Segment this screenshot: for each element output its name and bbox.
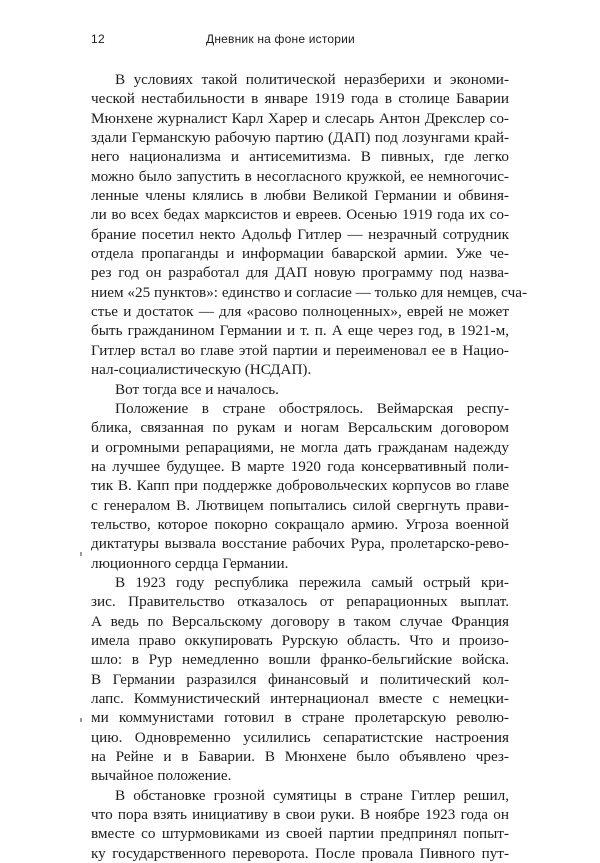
body-line: В 1923 году республика пережила самый острый кри- [115,573,509,591]
body-line: цию. Одновременно усилились сепаратистские настроения [91,728,509,746]
body-line: ли во всех бедах марксистов и евреев. Осенью 1919 года их со- [91,206,509,224]
body-line: диктатуры вызвала восстание рабочих Рура, пролетарско-рево- [91,535,509,553]
body-line: нием «25 пунктов»: единство и согласие — только для немцев, сча- [91,283,528,301]
body-line: отдела пропаганды и информации баварской армии. Уже че- [91,245,509,263]
body-line: с генералом В. Лютвицем попытались силой свергнуть прави- [91,496,509,514]
body-line: рез год он разработал для ДАП новую программу под назва- [91,264,509,282]
body-line: А ведь по Версальскому договору в таком случае Франция [91,612,509,630]
body-line: ми коммунистами готовил в стране пролетарскую револю- [91,709,509,727]
body-line: ческой нестабильности в январе 1919 года в столице Баварии [91,90,509,108]
body-line: стье и достаток — для «расово полноценных», еврей не может [91,303,509,321]
body-line: можно было запустить в несогласного кружкой, ее немногочис- [91,167,509,185]
margin-mark [80,718,82,722]
body-line: на Рейне и в Баварии. В Мюнхене было объявлено чрез- [91,748,509,766]
page-header [0,32,600,52]
body-line: люционного сердца Германии. [91,554,289,572]
body-line: Вот тогда все и началось. [115,380,279,398]
body-line: ленные члены клялись в любви Великой Германии и обвиня- [91,187,509,205]
body-line: здали Германскую рабочую партию (ДАП) под лозунгами край- [91,129,509,147]
body-line: вместе со штурмовиками из своей партии предпринял попыт- [91,825,509,843]
body-line: Гитлер встал во главе этой партии и переименовал ее в Нацио- [91,341,509,359]
body-line: на лучшее будущее. В марте 1920 года консервативный поли- [91,457,509,475]
body-line: зис. Правительство отказалось от репарационных выплат. [91,593,509,611]
body-line: нал-социалистическую (НСДАП). [91,361,312,379]
body-line: блика, связанная по рукам и ногам Версальским договором [91,419,509,437]
body-line: имела право оккупировать Рурскую область. Что и произо- [91,631,509,649]
body-line: В Германии разразился финансовый и политический кол- [91,670,509,688]
body-line: вычайное положение. [91,767,232,785]
body-line: тик В. Капп при поддержке добровольческих корпусов во главе [91,477,509,495]
body-line: В условиях такой политической неразберихи и экономи- [115,71,509,88]
page-number: 12 [91,32,105,46]
body-line: Положение в стране обострялось. Веймарская респу- [115,399,509,417]
body-line: него национализма и антисемитизма. В пивных, где легко [91,148,509,166]
body-line: Мюнхене журналист Карл Харер и слесарь Антон Дрекслер со- [91,109,509,127]
body-line: лапс. Коммунистический интернационал вместе с немецки- [91,690,509,707]
body-line: В обстановке грозной сумятицы в стране Гитлер решил, [115,786,509,804]
body-line: и огромными репарациями, не могла дать гражданам надежду [91,438,509,456]
body-line: ку государственного переворота. После провала Пивного пут- [91,844,509,862]
body-text [91,70,528,863]
body-line: что пора взять инициативу в свои руки. В ноябре 1923 года он [91,806,509,824]
body-line: тельство, которое покорно сокращало армию. Угроза военной [91,515,509,533]
body-line: быть гражданином Германии и т. п. А еще через год, в 1921-м, [91,322,509,340]
running-title: Дневник на фоне истории [206,32,355,46]
body-line: шло: в Рур немедленно вошли франко-бельгийские войска. [91,651,509,669]
margin-mark [80,552,82,556]
body-line: брание посетил некто Адольф Гитлер — незрачный сотрудник [91,225,509,243]
